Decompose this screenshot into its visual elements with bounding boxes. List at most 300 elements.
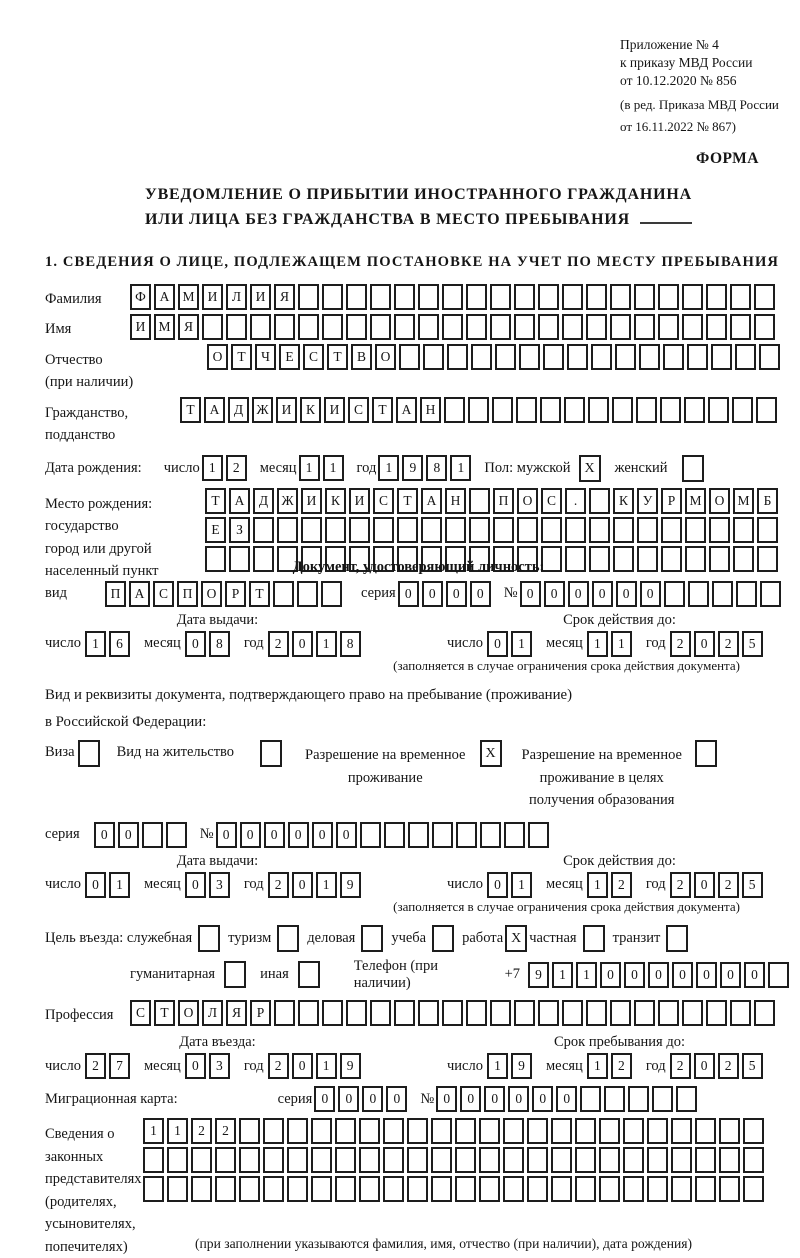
char-box[interactable]: М	[154, 314, 175, 340]
birth-day-boxes[interactable]	[202, 455, 250, 481]
char-box[interactable]	[455, 1118, 476, 1144]
char-box[interactable]	[623, 1118, 644, 1144]
surname-boxes[interactable]	[130, 284, 778, 310]
char-box[interactable]	[706, 314, 727, 340]
char-box[interactable]: 2	[611, 872, 632, 898]
char-box[interactable]: О	[375, 344, 396, 370]
char-box[interactable]: Р	[225, 581, 246, 607]
char-box[interactable]: Т	[154, 1000, 175, 1026]
char-box[interactable]: А	[421, 488, 442, 514]
char-box[interactable]: 7	[109, 1053, 130, 1079]
char-box[interactable]	[322, 284, 343, 310]
char-box[interactable]	[682, 284, 703, 310]
char-box[interactable]: Л	[226, 284, 247, 310]
char-box[interactable]: 5	[742, 872, 763, 898]
char-box[interactable]	[215, 1147, 236, 1173]
char-box[interactable]: З	[229, 517, 250, 543]
char-box[interactable]: 0	[720, 962, 741, 988]
char-box[interactable]	[652, 1086, 673, 1112]
char-box[interactable]	[575, 1176, 596, 1202]
char-box[interactable]: Н	[445, 488, 466, 514]
char-box[interactable]	[527, 1118, 548, 1144]
char-box[interactable]	[503, 1118, 524, 1144]
char-box[interactable]	[493, 517, 514, 543]
char-box[interactable]	[671, 1147, 692, 1173]
char-box[interactable]	[660, 397, 681, 423]
char-box[interactable]: 0	[508, 1086, 529, 1112]
char-box[interactable]	[468, 397, 489, 423]
char-box[interactable]	[743, 1118, 764, 1144]
char-box[interactable]	[399, 344, 420, 370]
char-box[interactable]	[205, 546, 226, 572]
char-box[interactable]: А	[129, 581, 150, 607]
char-box[interactable]	[736, 581, 757, 607]
char-box[interactable]: 0	[118, 822, 139, 848]
char-box[interactable]: Д	[228, 397, 249, 423]
char-box[interactable]	[226, 314, 247, 340]
char-box[interactable]: 2	[85, 1053, 106, 1079]
char-box[interactable]: 0	[624, 962, 645, 988]
char-box[interactable]: 0	[85, 872, 106, 898]
char-box[interactable]: 1	[511, 631, 532, 657]
entry-day-boxes[interactable]	[85, 1053, 133, 1079]
char-box[interactable]: 0	[312, 822, 333, 848]
char-box[interactable]: 0	[470, 581, 491, 607]
char-box[interactable]	[685, 517, 706, 543]
char-box[interactable]	[346, 284, 367, 310]
char-box[interactable]	[610, 314, 631, 340]
char-box[interactable]	[297, 581, 318, 607]
char-box[interactable]: 0	[422, 581, 443, 607]
char-box[interactable]	[298, 284, 319, 310]
char-box[interactable]	[565, 546, 586, 572]
char-box[interactable]	[551, 1147, 572, 1173]
char-box[interactable]	[143, 1176, 164, 1202]
char-box[interactable]: 1	[487, 1053, 508, 1079]
char-box[interactable]	[335, 1118, 356, 1144]
stay-month-boxes[interactable]	[587, 1053, 635, 1079]
char-box[interactable]	[712, 581, 733, 607]
birthplace-line1-boxes[interactable]	[205, 488, 781, 514]
migration-series-boxes[interactable]	[314, 1086, 410, 1112]
phone-number-boxes[interactable]	[528, 962, 792, 988]
entry-month-boxes[interactable]	[185, 1053, 233, 1079]
char-box[interactable]	[516, 397, 537, 423]
char-box[interactable]: М	[178, 284, 199, 310]
char-box[interactable]: И	[349, 488, 370, 514]
char-box[interactable]: Я	[274, 284, 295, 310]
id-issue-day-boxes[interactable]	[85, 631, 133, 657]
char-box[interactable]: 0	[672, 962, 693, 988]
char-box[interactable]	[543, 344, 564, 370]
representatives-line1-boxes[interactable]	[143, 1118, 767, 1144]
char-box[interactable]: 0	[640, 581, 661, 607]
char-box[interactable]: 0	[336, 822, 357, 848]
char-box[interactable]: 1	[316, 872, 337, 898]
char-box[interactable]	[253, 546, 274, 572]
char-box[interactable]: 2	[268, 1053, 289, 1079]
char-box[interactable]	[647, 1147, 668, 1173]
doc-number-boxes[interactable]	[520, 581, 784, 607]
char-box[interactable]: 1	[450, 455, 471, 481]
purpose-transit-checkbox[interactable]	[666, 925, 688, 952]
char-box[interactable]	[610, 284, 631, 310]
char-box[interactable]	[580, 1086, 601, 1112]
char-box[interactable]: 0	[568, 581, 589, 607]
char-box[interactable]	[575, 1118, 596, 1144]
char-box[interactable]	[408, 822, 429, 848]
char-box[interactable]	[562, 1000, 583, 1026]
profession-boxes[interactable]	[130, 1000, 778, 1026]
permit-issue-month-boxes[interactable]	[185, 872, 233, 898]
purpose-private-checkbox[interactable]	[583, 925, 605, 952]
char-box[interactable]	[613, 546, 634, 572]
char-box[interactable]: 2	[611, 1053, 632, 1079]
char-box[interactable]	[321, 581, 342, 607]
char-box[interactable]: 0	[592, 581, 613, 607]
char-box[interactable]	[421, 517, 442, 543]
char-box[interactable]: И	[130, 314, 151, 340]
char-box[interactable]: 0	[314, 1086, 335, 1112]
char-box[interactable]: А	[154, 284, 175, 310]
char-box[interactable]: 0	[446, 581, 467, 607]
char-box[interactable]	[346, 314, 367, 340]
char-box[interactable]	[418, 314, 439, 340]
char-box[interactable]: И	[250, 284, 271, 310]
char-box[interactable]	[418, 1000, 439, 1026]
temp-residence-checkbox[interactable]: X	[480, 740, 502, 767]
char-box[interactable]	[599, 1176, 620, 1202]
char-box[interactable]	[191, 1147, 212, 1173]
char-box[interactable]: П	[493, 488, 514, 514]
char-box[interactable]	[634, 284, 655, 310]
char-box[interactable]: 8	[340, 631, 361, 657]
char-box[interactable]	[359, 1176, 380, 1202]
char-box[interactable]: У	[637, 488, 658, 514]
char-box[interactable]: Т	[205, 488, 226, 514]
char-box[interactable]	[274, 1000, 295, 1026]
char-box[interactable]	[634, 314, 655, 340]
entry-year-boxes[interactable]	[268, 1053, 364, 1079]
char-box[interactable]	[634, 1000, 655, 1026]
char-box[interactable]	[277, 517, 298, 543]
char-box[interactable]	[514, 284, 535, 310]
char-box[interactable]: И	[276, 397, 297, 423]
char-box[interactable]	[687, 344, 708, 370]
char-box[interactable]	[384, 822, 405, 848]
char-box[interactable]	[562, 284, 583, 310]
char-box[interactable]	[610, 1000, 631, 1026]
citizenship-boxes[interactable]	[180, 397, 780, 423]
char-box[interactable]: 1	[299, 455, 320, 481]
char-box[interactable]: Ф	[130, 284, 151, 310]
doc-kind-boxes[interactable]	[105, 581, 345, 607]
char-box[interactable]: 2	[718, 872, 739, 898]
char-box[interactable]: Т	[249, 581, 270, 607]
char-box[interactable]: Я	[178, 314, 199, 340]
char-box[interactable]	[664, 581, 685, 607]
char-box[interactable]: 0	[544, 581, 565, 607]
char-box[interactable]	[346, 1000, 367, 1026]
char-box[interactable]: 0	[288, 822, 309, 848]
char-box[interactable]	[682, 314, 703, 340]
permit-issue-day-boxes[interactable]	[85, 872, 133, 898]
char-box[interactable]: 0	[520, 581, 541, 607]
char-box[interactable]	[167, 1147, 188, 1173]
char-box[interactable]: 9	[511, 1053, 532, 1079]
char-box[interactable]	[719, 1147, 740, 1173]
char-box[interactable]: 2	[268, 631, 289, 657]
char-box[interactable]	[527, 1147, 548, 1173]
char-box[interactable]	[732, 397, 753, 423]
char-box[interactable]	[663, 344, 684, 370]
char-box[interactable]: Т	[397, 488, 418, 514]
char-box[interactable]	[639, 344, 660, 370]
char-box[interactable]: Т	[327, 344, 348, 370]
char-box[interactable]: 8	[209, 631, 230, 657]
char-box[interactable]: 0	[556, 1086, 577, 1112]
char-box[interactable]	[359, 1118, 380, 1144]
char-box[interactable]	[671, 1176, 692, 1202]
char-box[interactable]: 1	[323, 455, 344, 481]
char-box[interactable]: 0	[487, 872, 508, 898]
purpose-tourism-checkbox[interactable]	[277, 925, 299, 952]
char-box[interactable]	[623, 1176, 644, 1202]
char-box[interactable]	[759, 344, 780, 370]
residence-permit-checkbox[interactable]	[260, 740, 282, 767]
char-box[interactable]	[349, 517, 370, 543]
char-box[interactable]: 0	[386, 1086, 407, 1112]
char-box[interactable]: 0	[600, 962, 621, 988]
char-box[interactable]: 0	[292, 631, 313, 657]
char-box[interactable]: 0	[362, 1086, 383, 1112]
char-box[interactable]	[191, 1176, 212, 1202]
char-box[interactable]: О	[517, 488, 538, 514]
char-box[interactable]	[589, 546, 610, 572]
char-box[interactable]	[671, 1118, 692, 1144]
char-box[interactable]: К	[613, 488, 634, 514]
char-box[interactable]: Б	[757, 488, 778, 514]
char-box[interactable]	[455, 1147, 476, 1173]
id-issue-month-boxes[interactable]	[185, 631, 233, 657]
char-box[interactable]	[442, 314, 463, 340]
char-box[interactable]: Ж	[252, 397, 273, 423]
char-box[interactable]	[431, 1176, 452, 1202]
char-box[interactable]: 5	[742, 631, 763, 657]
id-valid-day-boxes[interactable]	[487, 631, 535, 657]
char-box[interactable]	[273, 581, 294, 607]
permit-valid-year-boxes[interactable]	[670, 872, 766, 898]
char-box[interactable]: О	[709, 488, 730, 514]
char-box[interactable]: 0	[436, 1086, 457, 1112]
birthplace-line2-boxes[interactable]	[205, 517, 781, 543]
char-box[interactable]	[445, 517, 466, 543]
char-box[interactable]: 2	[268, 872, 289, 898]
char-box[interactable]	[743, 1176, 764, 1202]
char-box[interactable]	[538, 284, 559, 310]
char-box[interactable]: С	[303, 344, 324, 370]
char-box[interactable]	[613, 517, 634, 543]
char-box[interactable]: 1	[167, 1118, 188, 1144]
char-box[interactable]: 1	[587, 1053, 608, 1079]
char-box[interactable]	[311, 1118, 332, 1144]
char-box[interactable]: 1	[316, 1053, 337, 1079]
char-box[interactable]: .	[565, 488, 586, 514]
char-box[interactable]	[647, 1118, 668, 1144]
char-box[interactable]: 0	[460, 1086, 481, 1112]
char-box[interactable]	[661, 546, 682, 572]
char-box[interactable]	[688, 581, 709, 607]
char-box[interactable]: Я	[226, 1000, 247, 1026]
char-box[interactable]	[589, 488, 610, 514]
char-box[interactable]: 0	[484, 1086, 505, 1112]
char-box[interactable]	[383, 1118, 404, 1144]
char-box[interactable]	[469, 488, 490, 514]
char-box[interactable]	[447, 344, 468, 370]
char-box[interactable]	[215, 1176, 236, 1202]
char-box[interactable]: 0	[696, 962, 717, 988]
char-box[interactable]	[514, 314, 535, 340]
id-issue-year-boxes[interactable]	[268, 631, 364, 657]
char-box[interactable]: 1	[576, 962, 597, 988]
visa-checkbox[interactable]	[78, 740, 100, 767]
char-box[interactable]: 9	[402, 455, 423, 481]
char-box[interactable]	[757, 517, 778, 543]
char-box[interactable]	[490, 1000, 511, 1026]
char-box[interactable]: 2	[670, 872, 691, 898]
char-box[interactable]	[444, 397, 465, 423]
char-box[interactable]: 0	[487, 631, 508, 657]
char-box[interactable]	[298, 1000, 319, 1026]
char-box[interactable]: 8	[426, 455, 447, 481]
char-box[interactable]: Ж	[277, 488, 298, 514]
char-box[interactable]	[628, 1086, 649, 1112]
char-box[interactable]	[735, 344, 756, 370]
char-box[interactable]	[503, 1147, 524, 1173]
representatives-line3-boxes[interactable]	[143, 1176, 767, 1202]
char-box[interactable]: Р	[661, 488, 682, 514]
char-box[interactable]: М	[733, 488, 754, 514]
char-box[interactable]	[695, 1147, 716, 1173]
char-box[interactable]	[709, 546, 730, 572]
purpose-work-checkbox[interactable]: X	[505, 925, 527, 952]
char-box[interactable]	[695, 1118, 716, 1144]
char-box[interactable]	[142, 822, 163, 848]
char-box[interactable]: А	[229, 488, 250, 514]
char-box[interactable]	[730, 1000, 751, 1026]
char-box[interactable]	[311, 1147, 332, 1173]
char-box[interactable]	[709, 517, 730, 543]
char-box[interactable]: И	[301, 488, 322, 514]
char-box[interactable]: Р	[250, 1000, 271, 1026]
char-box[interactable]	[564, 397, 585, 423]
char-box[interactable]	[743, 1147, 764, 1173]
char-box[interactable]	[397, 517, 418, 543]
char-box[interactable]	[263, 1118, 284, 1144]
char-box[interactable]	[661, 517, 682, 543]
char-box[interactable]	[335, 1147, 356, 1173]
id-valid-month-boxes[interactable]	[587, 631, 635, 657]
char-box[interactable]: М	[685, 488, 706, 514]
migration-number-boxes[interactable]	[436, 1086, 700, 1112]
char-box[interactable]: Т	[180, 397, 201, 423]
char-box[interactable]	[658, 314, 679, 340]
sex-male-checkbox[interactable]: X	[579, 455, 601, 482]
char-box[interactable]	[360, 822, 381, 848]
char-box[interactable]: 1	[109, 872, 130, 898]
char-box[interactable]	[418, 284, 439, 310]
char-box[interactable]	[394, 284, 415, 310]
char-box[interactable]: 1	[316, 631, 337, 657]
char-box[interactable]	[229, 546, 250, 572]
char-box[interactable]	[407, 1176, 428, 1202]
char-box[interactable]	[754, 1000, 775, 1026]
char-box[interactable]	[586, 284, 607, 310]
purpose-business-checkbox[interactable]	[361, 925, 383, 952]
temp-residence-edu-checkbox[interactable]	[695, 740, 717, 767]
purpose-official-checkbox[interactable]	[198, 925, 220, 952]
char-box[interactable]: 0	[292, 1053, 313, 1079]
char-box[interactable]	[612, 397, 633, 423]
char-box[interactable]: 0	[694, 1053, 715, 1079]
char-box[interactable]: 1	[511, 872, 532, 898]
char-box[interactable]	[658, 1000, 679, 1026]
char-box[interactable]	[479, 1176, 500, 1202]
char-box[interactable]	[490, 314, 511, 340]
char-box[interactable]	[287, 1118, 308, 1144]
char-box[interactable]	[517, 517, 538, 543]
char-box[interactable]	[733, 517, 754, 543]
char-box[interactable]	[682, 1000, 703, 1026]
char-box[interactable]: 0	[264, 822, 285, 848]
char-box[interactable]	[527, 1176, 548, 1202]
char-box[interactable]: 9	[340, 872, 361, 898]
char-box[interactable]: А	[396, 397, 417, 423]
char-box[interactable]: Д	[253, 488, 274, 514]
char-box[interactable]: С	[373, 488, 394, 514]
char-box[interactable]: 2	[718, 1053, 739, 1079]
char-box[interactable]: И	[324, 397, 345, 423]
char-box[interactable]	[760, 581, 781, 607]
char-box[interactable]	[711, 344, 732, 370]
char-box[interactable]	[684, 397, 705, 423]
char-box[interactable]	[466, 284, 487, 310]
char-box[interactable]	[322, 314, 343, 340]
char-box[interactable]: Ч	[255, 344, 276, 370]
char-box[interactable]	[466, 1000, 487, 1026]
char-box[interactable]: 6	[109, 631, 130, 657]
char-box[interactable]	[325, 517, 346, 543]
char-box[interactable]	[637, 517, 658, 543]
char-box[interactable]	[479, 1147, 500, 1173]
char-box[interactable]: 2	[191, 1118, 212, 1144]
stay-day-boxes[interactable]	[487, 1053, 535, 1079]
char-box[interactable]: 2	[215, 1118, 236, 1144]
permit-number-boxes[interactable]	[216, 822, 552, 848]
char-box[interactable]: 0	[292, 872, 313, 898]
char-box[interactable]	[588, 397, 609, 423]
char-box[interactable]: 2	[670, 1053, 691, 1079]
permit-valid-day-boxes[interactable]	[487, 872, 535, 898]
char-box[interactable]: 1	[587, 631, 608, 657]
char-box[interactable]	[287, 1147, 308, 1173]
char-box[interactable]	[370, 1000, 391, 1026]
char-box[interactable]	[407, 1147, 428, 1173]
char-box[interactable]	[768, 962, 789, 988]
char-box[interactable]	[528, 822, 549, 848]
char-box[interactable]: П	[105, 581, 126, 607]
char-box[interactable]	[637, 546, 658, 572]
